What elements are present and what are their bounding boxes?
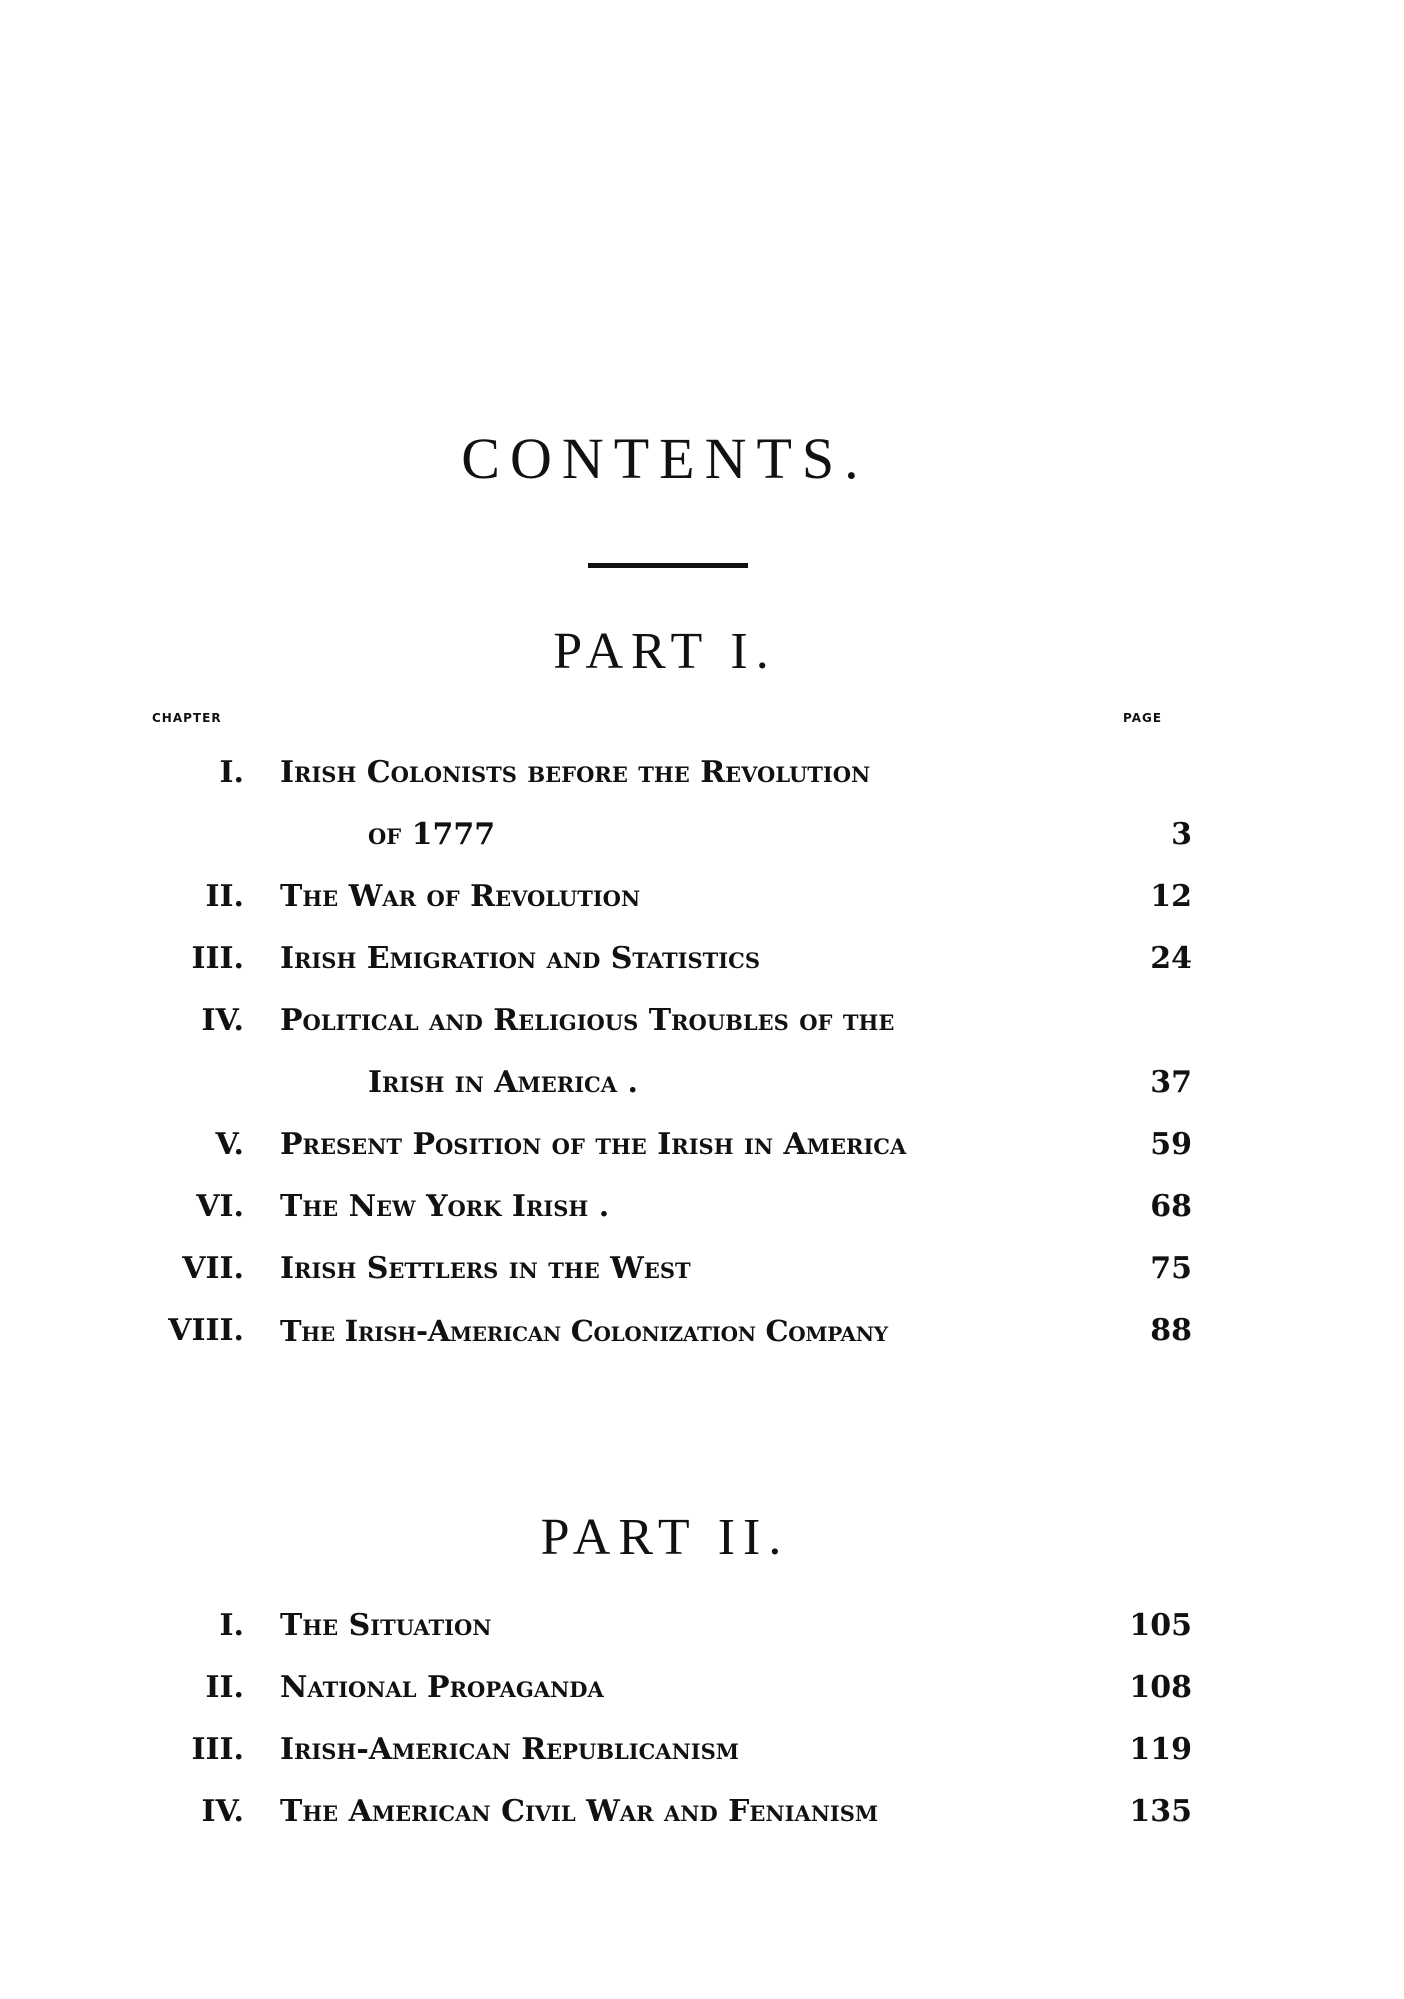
toc-entry [0, 1606, 1404, 1646]
chapter-number: III. [191, 941, 244, 976]
page-number: 3 [1171, 817, 1192, 852]
chapter-number: III. [191, 1732, 244, 1767]
chapter-number: VIII. [168, 1313, 244, 1348]
chapter-title: Irish-American Republicanism [280, 1732, 740, 1767]
chapter-title: Present Position of the Irish in America [280, 1127, 907, 1162]
chapter-number: II. [205, 1670, 244, 1705]
page-number: 37 [1150, 1065, 1192, 1100]
chapter-number: VI. [196, 1189, 244, 1224]
toc-entry [0, 1187, 1404, 1227]
chapter-title: The War of Revolution [280, 879, 641, 914]
chapter-number: II. [205, 879, 244, 914]
page-number: 59 [1150, 1127, 1192, 1162]
chapter-number: I. [219, 1608, 244, 1643]
chapter-number: IV. [201, 1794, 244, 1829]
toc-entry [0, 877, 1404, 917]
toc-entry [0, 1730, 1404, 1770]
chapter-title: The American Civil War and Fenianism [280, 1794, 879, 1829]
toc-entry [0, 1125, 1404, 1165]
chapter-title: Irish Emigration and Statistics [280, 941, 760, 976]
chapter-title: Irish Colonists before the Revolution [280, 755, 871, 790]
title-divider [588, 563, 748, 568]
chapter-number: VII. [182, 1251, 244, 1286]
toc-entry-continuation [0, 815, 1404, 855]
toc-entry [0, 753, 1404, 793]
chapter-column-label: CHAPTER [152, 711, 222, 725]
toc-entry [0, 1001, 1404, 1041]
page-number: 12 [1150, 879, 1192, 914]
chapter-title-continuation: Irish in America . [368, 1065, 638, 1100]
chapter-title-continuation: of 1777 [368, 817, 496, 852]
toc-entry [0, 1668, 1404, 1708]
part-2-heading: PART II. [540, 1509, 790, 1566]
page-number: 119 [1129, 1732, 1192, 1767]
page-number: 24 [1150, 941, 1192, 976]
toc-entry-continuation [0, 1063, 1404, 1103]
chapter-title: The Irish-American Colonization Company [280, 1314, 888, 1348]
page-number: 135 [1129, 1794, 1192, 1829]
toc-entry [0, 1249, 1404, 1289]
chapter-title: Political and Religious Troubles of the [280, 1003, 895, 1038]
chapter-number: IV. [201, 1003, 244, 1038]
page-number: 88 [1150, 1313, 1192, 1348]
chapter-number: V. [215, 1127, 244, 1162]
page-number: 75 [1150, 1251, 1192, 1286]
toc-entry [0, 1311, 1404, 1351]
toc-entry [0, 939, 1404, 979]
chapter-title: The Situation [280, 1608, 492, 1643]
toc-entry [0, 1792, 1404, 1832]
page-column-label: PAGE [1123, 711, 1163, 725]
page-number: 105 [1129, 1608, 1192, 1643]
page-number: 108 [1129, 1670, 1192, 1705]
chapter-title: Irish Settlers in the West [280, 1251, 691, 1286]
chapter-title: National Propaganda [280, 1670, 604, 1705]
part-1-heading: PART I. [553, 623, 777, 680]
page-number: 68 [1150, 1189, 1192, 1224]
page-title: CONTENTS. [461, 426, 869, 491]
chapter-number: I. [219, 755, 244, 790]
chapter-title: The New York Irish . [280, 1189, 610, 1224]
